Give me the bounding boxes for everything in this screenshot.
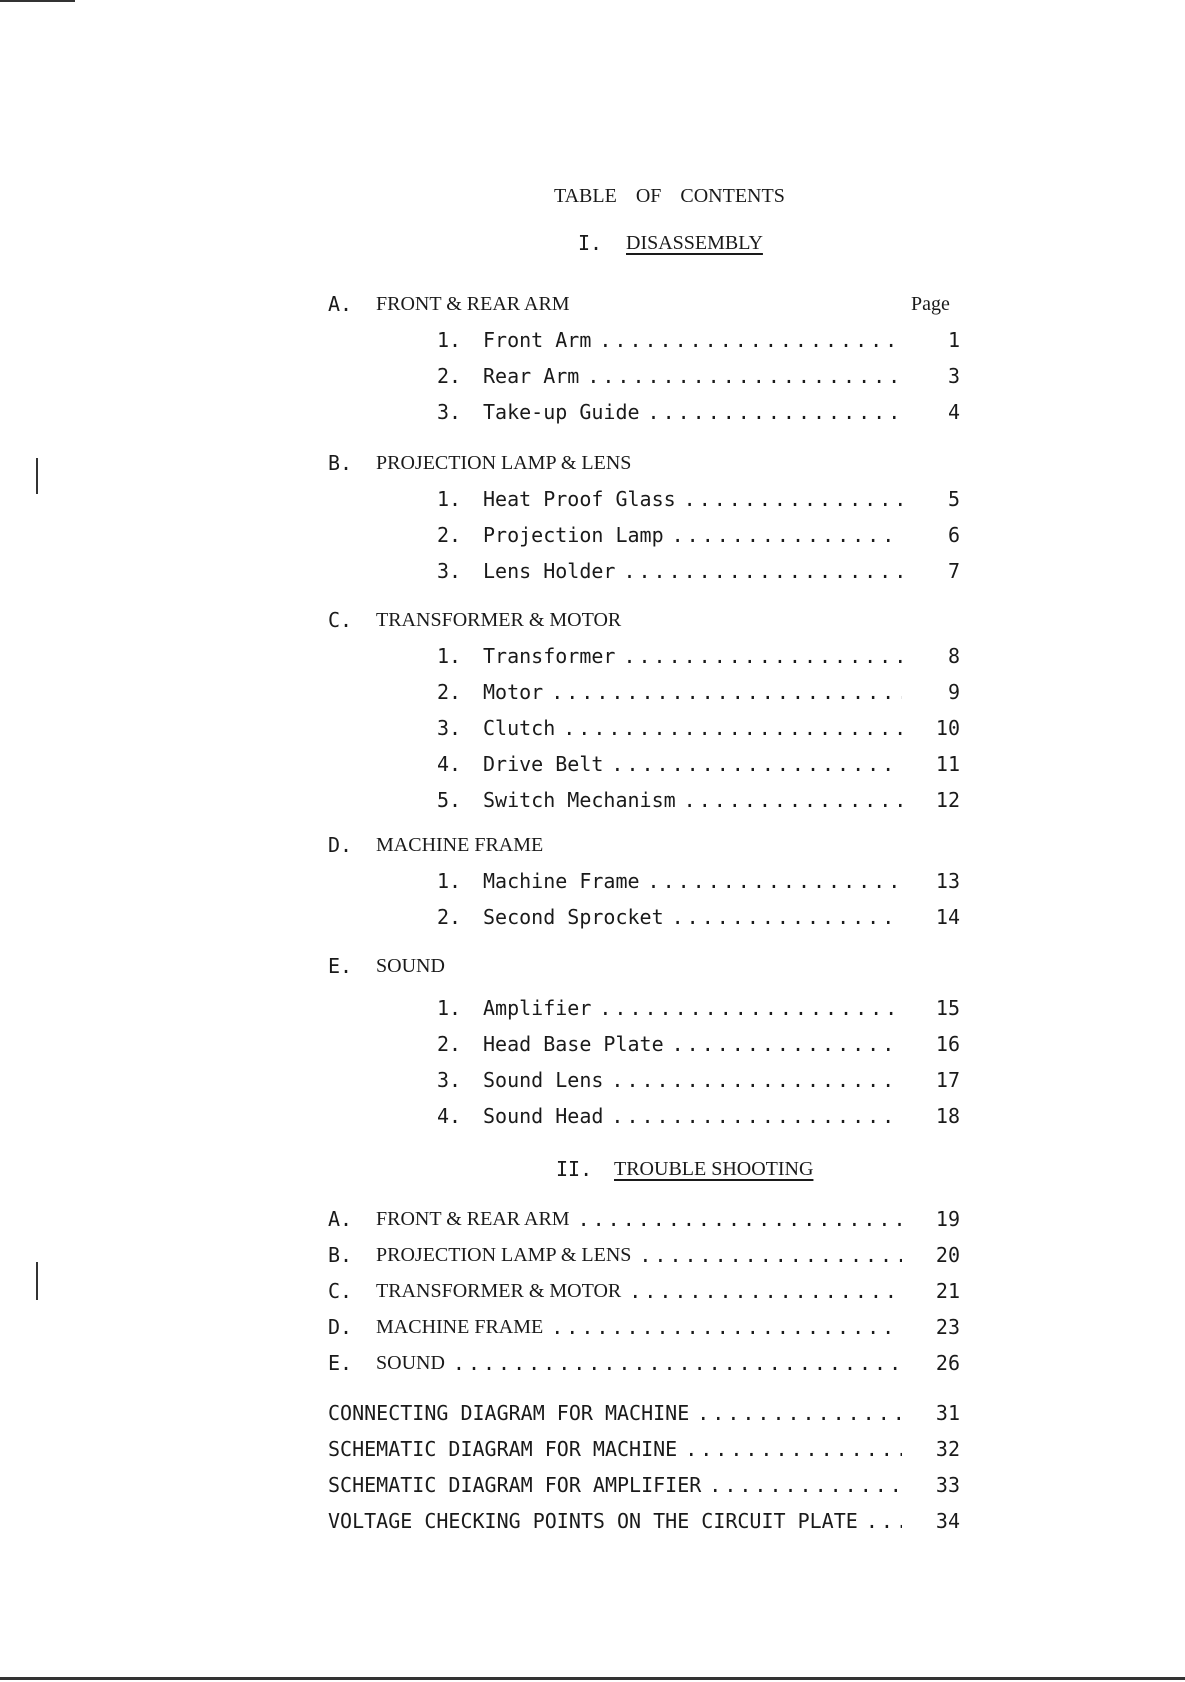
toc-entry-page: 11	[935, 752, 960, 776]
toc-entry	[483, 869, 910, 893]
toc-entry-page: 6	[947, 523, 960, 547]
trouble-entry-label: MACHINE FRAME	[376, 1316, 544, 1338]
appendix-entry-label: VOLTAGE CHECKING POINTS ON THE CIRCUIT PLATE	[328, 1509, 858, 1533]
item-number: 4.	[437, 752, 462, 776]
toc-entry	[483, 400, 910, 424]
page-column-label: Page	[911, 293, 950, 315]
toc-entry-dots	[684, 788, 902, 812]
toc-entry-page: 17	[935, 1068, 960, 1092]
trouble-entry-page: 21	[935, 1279, 960, 1303]
trouble-entry	[376, 1243, 910, 1267]
appendix-entry-label: CONNECTING DIAGRAM FOR MACHINE	[328, 1401, 690, 1425]
item-number: 1.	[437, 487, 462, 511]
item-number: 2.	[437, 1032, 462, 1056]
toc-entry-dots	[672, 523, 902, 547]
appendix-entry	[328, 1473, 910, 1497]
toc-entry-page: 1	[947, 328, 960, 352]
section-letter: D.	[328, 833, 353, 857]
appendix-entry	[328, 1401, 910, 1425]
toc-entry-label: Head Base Plate	[483, 1032, 664, 1056]
appendix-entry-dots	[685, 1437, 902, 1461]
toc-entry-label: Machine Frame	[483, 869, 640, 893]
toc-entry-page: 8	[947, 644, 960, 668]
toc-entry-page: 3	[947, 364, 960, 388]
trouble-entry-dots	[629, 1279, 902, 1303]
toc-entry-page: 5	[947, 487, 960, 511]
toc-entry-page: 16	[935, 1032, 960, 1056]
toc-entry-dots	[623, 644, 902, 668]
toc-entry-dots	[623, 559, 902, 583]
appendix-entry-label: SCHEMATIC DIAGRAM FOR MACHINE	[328, 1437, 678, 1461]
trouble-entry-label: TRANSFORMER & MOTOR	[376, 1280, 622, 1302]
section-letter: C.	[328, 608, 353, 632]
trouble-entry-page: 23	[935, 1315, 960, 1339]
toc-entry	[483, 328, 910, 352]
section-letter: E.	[328, 1351, 353, 1375]
toc-entry-label: Sound Lens	[483, 1068, 604, 1092]
section-letter: A.	[328, 292, 353, 316]
toc-entry	[483, 487, 910, 511]
toc-entry	[483, 1068, 910, 1092]
toc-entry-dots	[611, 1068, 902, 1092]
toc-entry	[483, 1032, 910, 1056]
part1-heading: DISASSEMBLY	[626, 232, 763, 254]
toc-entry-dots	[611, 1104, 902, 1128]
trouble-entry	[376, 1351, 910, 1375]
toc-entry	[483, 996, 910, 1020]
toc-entry	[483, 788, 910, 812]
item-number: 3.	[437, 400, 462, 424]
section-name: MACHINE FRAME	[376, 834, 544, 856]
appendix-entry	[328, 1509, 910, 1533]
toc-entry-label: Sound Head	[483, 1104, 604, 1128]
item-number: 1.	[437, 996, 462, 1020]
toc-entry	[483, 752, 910, 776]
toc-entry-label: Heat Proof Glass	[483, 487, 676, 511]
toc-entry-label: Motor	[483, 680, 544, 704]
toc-entry-label: Second Sprocket	[483, 905, 664, 929]
toc-entry-dots	[672, 1032, 902, 1056]
item-number: 3.	[437, 1068, 462, 1092]
toc-entry	[483, 716, 910, 740]
toc-entry-page: 12	[935, 788, 960, 812]
item-number: 1.	[437, 869, 462, 893]
appendix-entry-dots	[866, 1509, 902, 1533]
trouble-entry-label: FRONT & REAR ARM	[376, 1208, 570, 1230]
trouble-entry-label: SOUND	[376, 1352, 445, 1374]
toc-entry-label: Rear Arm	[483, 364, 580, 388]
item-number: 3.	[437, 716, 462, 740]
toc-entry-page: 7	[947, 559, 960, 583]
appendix-entry-page: 31	[935, 1401, 960, 1425]
item-number: 2.	[437, 364, 462, 388]
toc-entry-dots	[551, 680, 902, 704]
item-number: 3.	[437, 559, 462, 583]
trouble-entry-dots	[578, 1207, 902, 1231]
appendix-entry-page: 32	[935, 1437, 960, 1461]
toc-entry-page: 10	[935, 716, 960, 740]
section-name: TRANSFORMER & MOTOR	[376, 609, 622, 631]
toc-entry-page: 14	[935, 905, 960, 929]
toc-entry-page: 9	[947, 680, 960, 704]
part2-numeral: II.	[556, 1157, 593, 1181]
item-number: 5.	[437, 788, 462, 812]
toc-entry	[483, 523, 910, 547]
section-name: FRONT & REAR ARM	[376, 293, 570, 315]
part1-numeral: I.	[578, 231, 603, 255]
toc-entry-dots	[672, 905, 902, 929]
section-letter: E.	[328, 954, 353, 978]
toc-entry-label: Front Arm	[483, 328, 592, 352]
trouble-entry-page: 19	[935, 1207, 960, 1231]
trouble-entry-page: 26	[935, 1351, 960, 1375]
trouble-entry-label: PROJECTION LAMP & LENS	[376, 1244, 632, 1266]
item-number: 2.	[437, 905, 462, 929]
toc-entry-dots	[611, 752, 902, 776]
toc-entry-dots	[684, 487, 902, 511]
item-number: 2.	[437, 523, 462, 547]
toc-entry	[483, 1104, 910, 1128]
trouble-entry	[376, 1315, 910, 1339]
section-letter: D.	[328, 1315, 353, 1339]
scan-mark-left-1	[36, 458, 38, 494]
appendix-entry-dots	[709, 1473, 902, 1497]
toc-entry-label: Projection Lamp	[483, 523, 664, 547]
toc-entry-dots	[648, 400, 902, 424]
section-name: PROJECTION LAMP & LENS	[376, 452, 632, 474]
toc-entry-label: Drive Belt	[483, 752, 604, 776]
item-number: 1.	[437, 328, 462, 352]
toc-entry	[483, 559, 910, 583]
section-letter: B.	[328, 1243, 353, 1267]
item-number: 1.	[437, 644, 462, 668]
toc-entry-dots	[648, 869, 902, 893]
section-name: SOUND	[376, 955, 445, 977]
scan-mark-top	[0, 0, 75, 2]
toc-entry	[483, 644, 910, 668]
appendix-entry	[328, 1437, 910, 1461]
toc-entry-page: 4	[947, 400, 960, 424]
toc-entry	[483, 364, 910, 388]
toc-entry	[483, 680, 910, 704]
toc-entry-label: Lens Holder	[483, 559, 616, 583]
page-title: TABLE OF CONTENTS	[554, 185, 785, 207]
trouble-entry-page: 20	[935, 1243, 960, 1267]
appendix-entry-page: 33	[935, 1473, 960, 1497]
toc-entry-label: Amplifier	[483, 996, 592, 1020]
item-number: 4.	[437, 1104, 462, 1128]
trouble-entry-dots	[453, 1351, 902, 1375]
section-letter: C.	[328, 1279, 353, 1303]
appendix-entry-dots	[697, 1401, 902, 1425]
trouble-entry	[376, 1279, 910, 1303]
appendix-entry-label: SCHEMATIC DIAGRAM FOR AMPLIFIER	[328, 1473, 702, 1497]
part2-heading: TROUBLE SHOOTING	[614, 1158, 814, 1180]
trouble-entry-dots	[639, 1243, 902, 1267]
scan-mark-left-2	[36, 1262, 38, 1300]
toc-entry-label: Transformer	[483, 644, 616, 668]
toc-entry-dots	[563, 716, 902, 740]
item-number: 2.	[437, 680, 462, 704]
scan-mark-bottom	[0, 1677, 1185, 1680]
section-letter: B.	[328, 451, 353, 475]
toc-entry-dots	[599, 996, 902, 1020]
toc-entry-label: Switch Mechanism	[483, 788, 676, 812]
toc-entry-page: 15	[935, 996, 960, 1020]
trouble-entry	[376, 1207, 910, 1231]
section-letter: A.	[328, 1207, 353, 1231]
appendix-entry-page: 34	[935, 1509, 960, 1533]
toc-entry-label: Take-up Guide	[483, 400, 640, 424]
toc-entry-dots	[587, 364, 902, 388]
trouble-entry-dots	[551, 1315, 902, 1339]
toc-entry-page: 18	[935, 1104, 960, 1128]
toc-entry	[483, 905, 910, 929]
toc-entry-page: 13	[935, 869, 960, 893]
toc-entry-dots	[599, 328, 902, 352]
toc-entry-label: Clutch	[483, 716, 556, 740]
